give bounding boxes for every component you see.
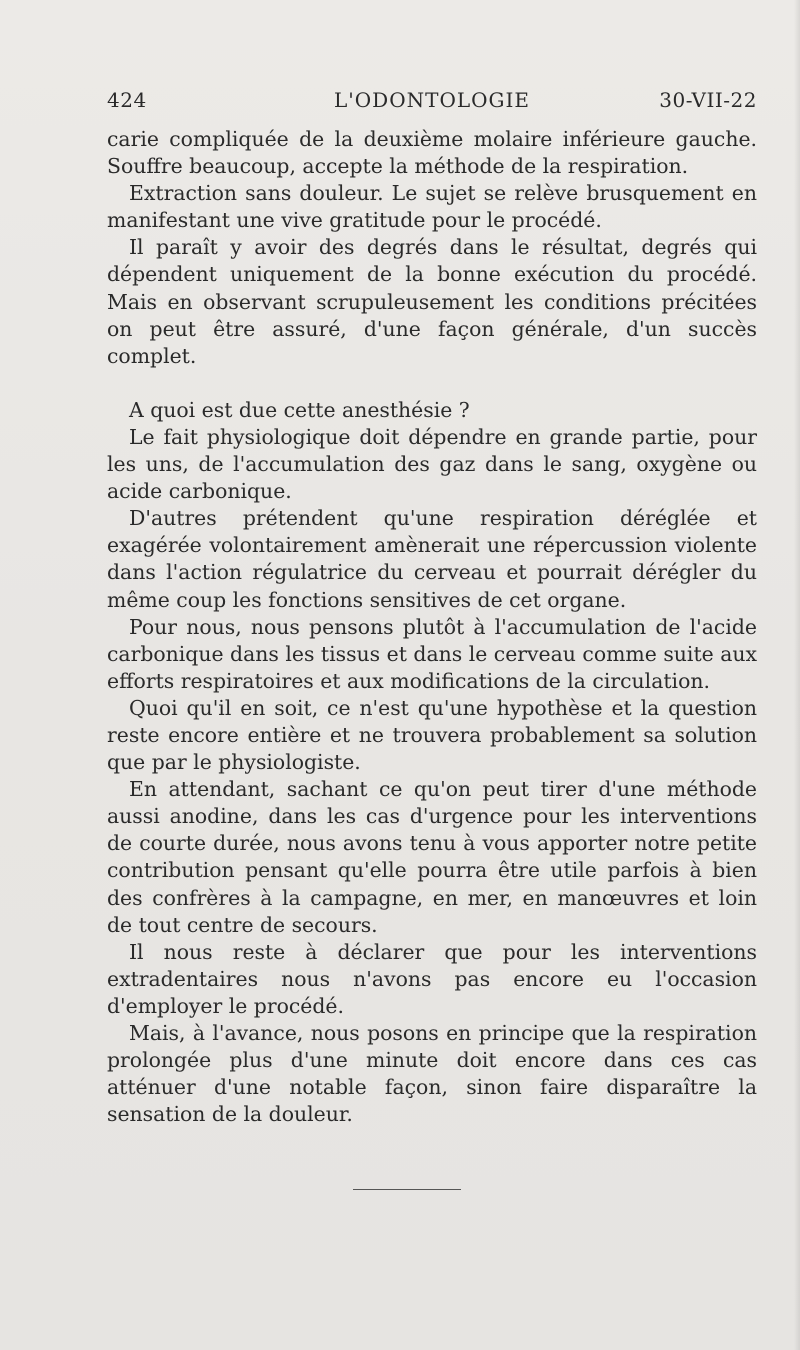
running-title: L'ODONTOLOGIE xyxy=(334,88,530,112)
paragraph: En attendant, sachant ce qu'on peut tirer d'une méthode aussi anodine, dans les cas d'urgence pour les interventions de courte durée, nous avons tenu à vous apporter notre petite contribution pensant qu'elle pourra être utile parfois à bien des confrères à la campagne, en mer, en manœuvres et loin de tout centre de secours. xyxy=(107,777,757,937)
paragraph: D'autres prétendent qu'une respiration déréglée et exagérée volontairement amènerait une répercussion violente dans l'action régulatrice du cerveau et pourrait dérégler du même coup les fonctions sensitives de cet organe. xyxy=(107,506,757,612)
paragraph-continuation: carie compliquée de la deuxième molaire inférieure gauche. Souffre beaucoup, accepte la méthode de la respiration. xyxy=(107,127,757,179)
paragraph: Mais, à l'avance, nous posons en principe que la respiration prolongée plus d'une minute doit encore dans ces cas atténuer d'une notable façon, sinon faire disparaître la sensation de la douleur. xyxy=(107,1021,757,1127)
paragraph: Il paraît y avoir des degrés dans le résultat, degrés qui dépendent uniquement de la bonne exécution du procédé. Mais en observant scrupuleusement les conditions précitées on peut être assuré, d'une façon générale, d'un succès complet. xyxy=(107,235,757,368)
page-number: 424 xyxy=(107,88,147,112)
paragraph: Le fait physiologique doit dépendre en grande partie, pour les uns, de l'accumulation des gaz dans le sang, oxygène ou acide carbonique. xyxy=(107,424,757,504)
page-edge-shadow xyxy=(794,0,800,1350)
issue-date: 30-VII-22 xyxy=(659,88,757,112)
running-header xyxy=(107,88,757,118)
body-text xyxy=(107,126,757,1128)
paragraph: Pour nous, nous pensons plutôt à l'accumulation de l'acide carbonique dans les tissus et dans le cerveau comme suite aux efforts respiratoires et aux modifications de la circulation. xyxy=(107,614,757,693)
paragraph: Extraction sans douleur. Le sujet se relève brusquement en manifestant une vive gratitude pour le procédé. xyxy=(107,181,757,233)
paragraph: Il nous reste à déclarer que pour les interventions extradentaires nous n'avons pas encore eu l'occasion d'employer le procédé. xyxy=(107,939,757,1018)
end-rule-divider xyxy=(353,1189,461,1190)
paragraph: Quoi qu'il en soit, ce n'est qu'une hypothèse et la question reste encore entière et ne trouvera probablement sa solution que par le physiologiste. xyxy=(107,695,757,775)
paragraph-question: A quoi est due cette anesthésie ? xyxy=(129,397,470,422)
